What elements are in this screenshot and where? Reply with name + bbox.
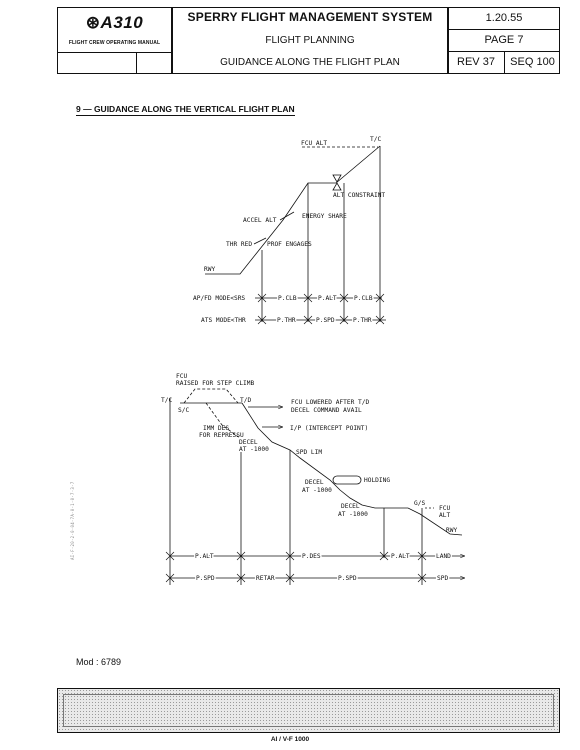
label-decel-3: DECEL — [341, 503, 360, 510]
label-energy-share: ENERGY SHARE — [302, 213, 347, 220]
label-palt: P.ALT — [318, 295, 337, 302]
label-accel-alt: ACCEL ALT — [243, 217, 277, 224]
step-climb-dashed — [184, 389, 238, 403]
label-alt-constraint: ALT CONSTRAINT — [333, 192, 386, 199]
logo-text: A310 — [100, 13, 144, 32]
label-retar: RETAR — [256, 575, 275, 582]
label-pclb: P.CLB — [278, 295, 297, 302]
mod-number: Mod : 6789 — [76, 657, 122, 667]
label-palt-2: P.ALT — [391, 553, 410, 560]
footer-inner-frame — [63, 694, 554, 727]
label-pspd: P.SPD — [196, 575, 215, 582]
manual-name: FLIGHT CREW OPERATING MANUAL — [68, 40, 161, 46]
label-rwy: RWY — [204, 266, 216, 273]
label-pthr-2: P.THR — [353, 317, 372, 324]
label-spd: SPD — [437, 575, 449, 582]
label-land: LAND — [436, 553, 451, 560]
label-decel-2: DECEL — [305, 479, 324, 486]
page-label: PAGE — [484, 34, 515, 46]
accel-pointer — [280, 212, 294, 220]
holding-pattern — [333, 476, 361, 484]
label-at1000-2: AT -1000 — [302, 487, 332, 494]
logo-icon: ⊛ — [85, 13, 101, 32]
label-holding: HOLDING — [364, 477, 391, 484]
label-ip: I/P (INTERCEPT POINT) — [290, 425, 369, 432]
label-raised-step: RAISED FOR STEP CLIMB — [176, 380, 255, 387]
label-pspd: P.SPD — [316, 317, 335, 324]
label-alt: ALT — [439, 512, 451, 519]
label-fcu-lowered: FCU LOWERED AFTER T/D — [291, 399, 370, 406]
label-fcu: FCU — [176, 373, 188, 380]
label-apfd-mode: AP/FD MODE<SRS — [193, 295, 246, 302]
label-pdes: P.DES — [302, 553, 321, 560]
label-pclb-2: P.CLB — [354, 295, 373, 302]
side-reference-code: AI-F-20-2-0-04-7A-0-1-0-7-3-7 — [70, 481, 75, 560]
label-spd-lim: SPD LIM — [296, 449, 323, 456]
label-fcu-alt: FCU ALT — [301, 140, 328, 147]
label-at1000-1: AT -1000 — [239, 446, 269, 453]
label-td: T/D — [240, 397, 252, 404]
label-rwy: RWY — [446, 527, 458, 534]
label-gs: G/S — [414, 500, 426, 507]
label-imm-des: IMM DES — [203, 425, 230, 432]
label-tc: T/C — [370, 136, 382, 143]
page-value: 7 — [517, 34, 524, 46]
seq-value: 100 — [536, 56, 555, 68]
alt-constraint-symbol — [333, 175, 341, 190]
label-sc: S/C — [178, 407, 190, 414]
label-fcu-2: FCU — [439, 505, 451, 512]
label-for-repressu: FOR REPRESSU — [199, 432, 244, 439]
seq-label: SEQ — [510, 56, 534, 68]
label-prof-engages: PROF ENGAGES — [267, 241, 312, 248]
page-code: AI / V-F 1000 — [270, 736, 310, 743]
doc-title: SPERRY FLIGHT MANAGEMENT SYSTEM — [187, 10, 433, 24]
label-at1000-3: AT -1000 — [338, 511, 368, 518]
label-pthr: P.THR — [277, 317, 296, 324]
rev-value: 37 — [482, 56, 495, 68]
label-decel-avail: DECEL COMMAND AVAIL — [291, 407, 362, 414]
rev-label: REV — [457, 56, 480, 68]
label-decel-1: DECEL — [239, 439, 258, 446]
label-thr-red: THR RED — [226, 241, 253, 248]
doc-subtitle-1: FLIGHT PLANNING — [265, 35, 355, 46]
label-ats-mode: ATS MODE<THR — [201, 317, 246, 324]
label-palt: P.ALT — [195, 553, 214, 560]
footer-frame — [57, 688, 560, 733]
ref-number: 1.20.55 — [485, 12, 523, 24]
doc-subtitle-2: GUIDANCE ALONG THE FLIGHT PLAN — [220, 57, 400, 68]
section-title: 9 — GUIDANCE ALONG THE VERTICAL FLIGHT PLAN — [76, 104, 295, 114]
climb-profile-line — [205, 146, 380, 274]
label-tc: T/C — [161, 397, 173, 404]
label-pspd-2: P.SPD — [338, 575, 357, 582]
